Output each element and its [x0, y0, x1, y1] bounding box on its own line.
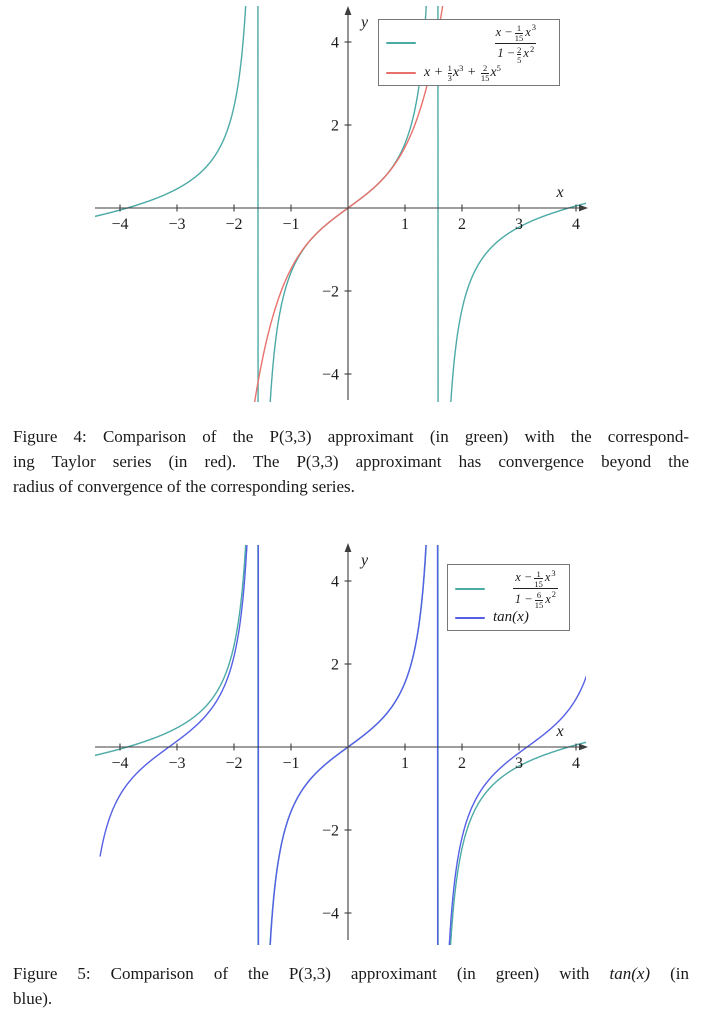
pade-line-sample	[386, 42, 416, 44]
pade-line-sample	[455, 588, 485, 590]
y-tick-label: 2	[331, 117, 339, 135]
y-tick-label: 4	[331, 34, 339, 52]
y-tick-label: 2	[331, 656, 339, 674]
caption-line: Figure 4: Comparison of the P(3,3) approximant (in green) with the correspond-	[13, 427, 689, 446]
tan-line-sample	[455, 617, 485, 619]
x-tick-label: 4	[572, 755, 580, 772]
caption-line: radius of convergence of the corresponding series.	[13, 477, 355, 496]
formula-var: x	[525, 24, 531, 39]
caption-line: ing Taylor series (in red). The P(3,3) approximant has convergence beyond the	[13, 452, 689, 471]
x-tick-label: 3	[515, 216, 523, 233]
y-tick-label: −2	[321, 283, 339, 301]
figure4-plot	[0, 0, 701, 412]
caption-line: Figure 5: Comparison of the P(3,3) approximant (in green) with tan(x) (in	[13, 964, 690, 983]
fraction: $\frac{2}{15}$	[480, 63, 490, 84]
x-tick-label: 3	[515, 755, 523, 772]
y-axis-arrow	[345, 543, 352, 552]
x-tick-label: −2	[225, 216, 243, 233]
x-tick-label: −2	[225, 755, 243, 772]
y-tick-label: −4	[321, 366, 339, 384]
x-tick-label: −4	[111, 755, 129, 772]
x-axis-arrow	[579, 205, 588, 212]
pade-formula: x − $\frac{1}{15}$ x 3 1 − $\frac{2}{5}$ x 2	[495, 22, 536, 65]
x-tick-label: 2	[458, 216, 466, 233]
figure4-legend	[378, 19, 560, 86]
x-tick-label: 1	[401, 216, 409, 233]
y-axis-label: y	[361, 552, 369, 569]
x-tick-label: 1	[401, 755, 409, 772]
formula-term: 1 −	[514, 591, 533, 606]
y-axis-label: y	[361, 14, 369, 31]
caption-line: blue).	[13, 989, 53, 1008]
figure4-caption	[13, 424, 689, 499]
x-tick-label: −1	[282, 216, 300, 233]
fraction: $\frac{1}{3}$	[447, 63, 452, 84]
x-tick-label: −1	[282, 755, 300, 772]
formula-term: x −	[495, 24, 513, 39]
formula-var: x	[544, 570, 551, 585]
x-axis-label: x	[556, 184, 564, 201]
legend-entry-pade	[455, 569, 562, 609]
y-tick-label: 4	[331, 573, 339, 591]
y-tick-label: −2	[321, 822, 339, 840]
formula-term: 1 −	[497, 46, 516, 61]
formula-var: x	[523, 46, 529, 61]
legend-entry-pade	[386, 23, 552, 63]
x-axis-label: x	[556, 723, 564, 740]
fraction: $\frac{2}{5}$	[517, 44, 522, 65]
y-tick-label: −4	[321, 905, 339, 923]
figure5-plot	[0, 540, 701, 952]
fraction: $\frac{1}{15}$	[534, 568, 543, 589]
pade-formula: x − $\frac{1}{15}$ x 3 1 − $\frac{6}{15}$ x 2	[514, 567, 556, 611]
x-tick-label: −3	[168, 216, 186, 233]
taylor-formula: x + $\frac{1}{3}$ x 3 + $\frac{2}{15}$ x 5	[424, 62, 501, 84]
figure5-legend	[447, 564, 570, 631]
legend-entry-taylor	[386, 63, 552, 82]
y-axis-arrow	[345, 6, 352, 15]
caption-math: tan(x)	[609, 964, 651, 983]
x-axis-arrow	[579, 744, 588, 751]
fraction: $\frac{1}{15}$	[514, 23, 524, 44]
figure5-caption	[13, 961, 689, 1011]
x-tick-label: −3	[168, 755, 186, 772]
formula-term: x −	[515, 570, 533, 585]
x-tick-label: 2	[458, 755, 466, 772]
formula-var: x	[545, 591, 551, 606]
x-tick-label: 4	[572, 216, 580, 233]
taylor-line-sample	[386, 72, 416, 74]
x-tick-label: −4	[111, 216, 129, 233]
fraction: $\frac{6}{15}$	[534, 590, 544, 611]
tan-label: tan(x)	[493, 609, 529, 626]
legend-entry-tan	[455, 609, 562, 626]
